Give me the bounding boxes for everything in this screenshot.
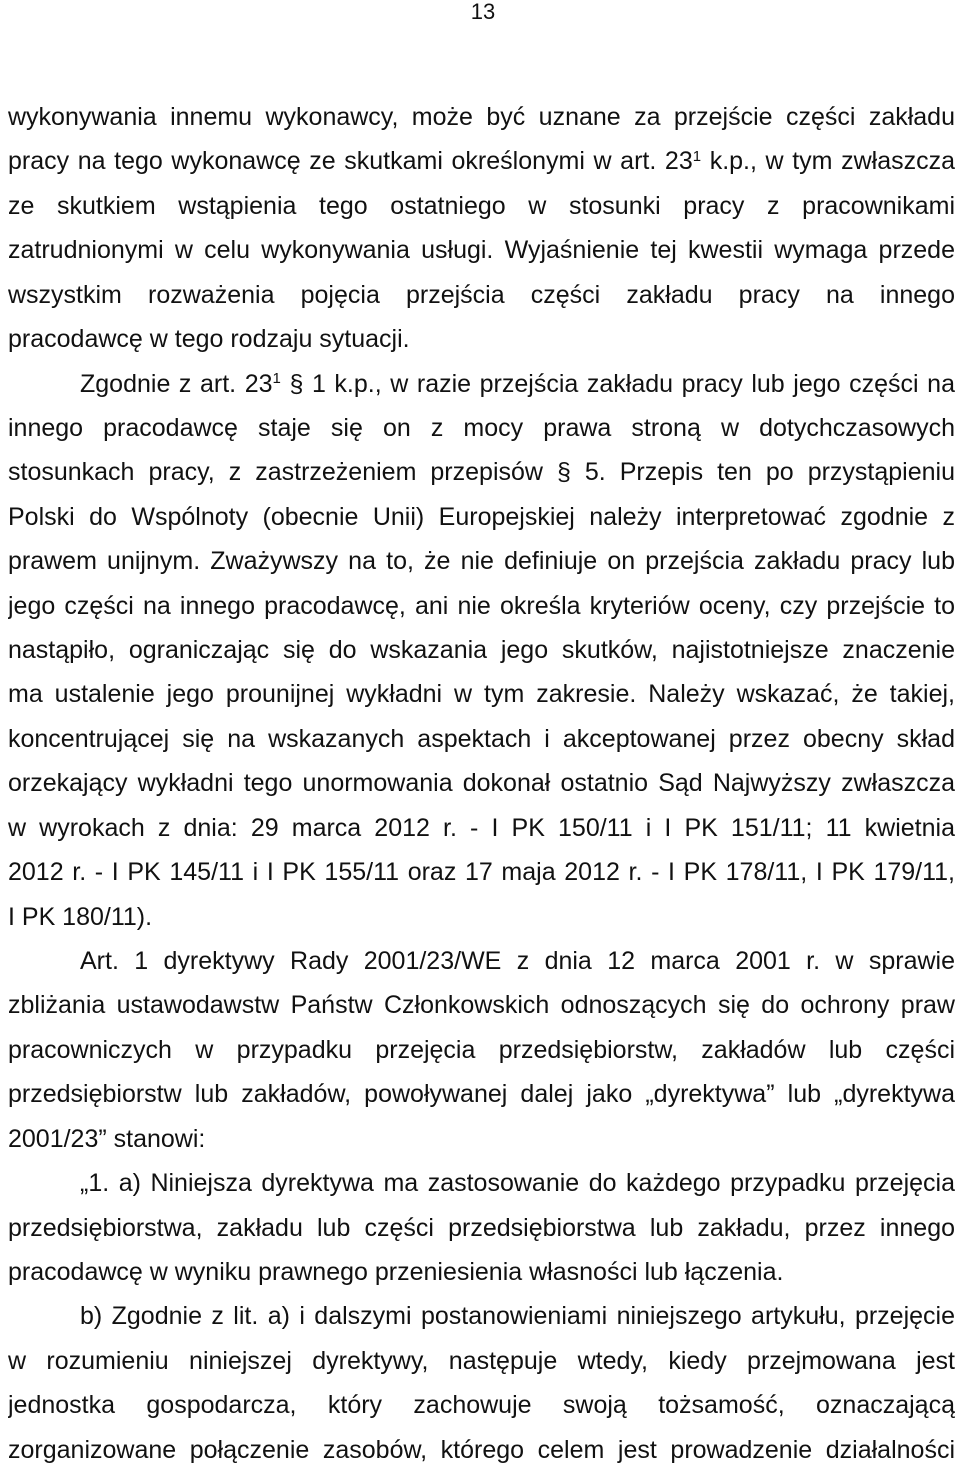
text-line: 2012 r. - I PK 145/11 i I PK 155/11 oraz 17 maja 2012 r. - I PK 178/11, I PK 179/11,	[8, 858, 955, 887]
text-line: stosunkach pracy, z zastrzeżeniem przepisów § 5. Przepis ten po przystąpieniu	[8, 458, 955, 487]
text-line: w rozumieniu niniejszej dyrektywy, następuje wtedy, kiedy przejmowana jest	[8, 1346, 955, 1375]
text-line	[8, 146, 955, 176]
text-segment: k.p., w tym zwłaszcza	[701, 147, 955, 176]
text-line: ze skutkiem wstąpienia tego ostatniego w stosunki pracy z pracownikami	[8, 191, 955, 220]
text-line: ma ustalenie jego prounijnej wykładni w tym zakresie. Należy wskazać, że takiej,	[8, 680, 955, 709]
text-line: prawem unijnym. Zważywszy na to, że nie definiuje on przejścia zakładu pracy lub	[8, 547, 955, 576]
superscript: 1	[272, 370, 281, 388]
text-segment: § 1 k.p., w razie przejścia zakładu pracy lub jego części na	[280, 369, 955, 398]
text-line: jego części na innego pracodawcę, ani nie określa kryteriów oceny, czy przejście to	[8, 591, 955, 620]
text-line: innego pracodawcę staje się on z mocy prawa stroną w dotychczasowych	[8, 413, 955, 442]
text-line: w wyrokach z dnia: 29 marca 2012 r. - I PK 150/11 i I PK 151/11; 11 kwietnia	[8, 813, 955, 842]
superscript: 1	[692, 148, 702, 166]
text-line: nastąpiło, ograniczając się do wskazania jego skutków, najistotniejsze znaczenie	[8, 636, 955, 665]
text-line: zatrudnionymi w celu wykonywania usługi. Wyjaśnienie tej kwestii wymaga przede	[8, 236, 955, 265]
text-segment: Zgodnie z art. 23	[80, 369, 273, 398]
text-line: koncentrującej się na wskazanych aspektach i akceptowanej przez obecny skład	[8, 724, 955, 753]
text-line: 2001/23” stanowi:	[8, 1124, 206, 1153]
text-line: b) Zgodnie z lit. a) i dalszymi postanowieniami niniejszego artykułu, przejęcie	[80, 1302, 955, 1331]
text-line: wykonywania innemu wykonawcy, może być uznane za przejście części zakładu	[8, 103, 955, 131]
text-line: zbliżania ustawodawstw Państw Członkowskich odnoszących się do ochrony praw	[8, 991, 955, 1020]
text-line: wszystkim rozważenia pojęcia przejścia części zakładu pracy na innego	[8, 280, 955, 309]
text-line: pracodawcę w wyniku prawnego przeniesienia własności lub łączenia.	[8, 1257, 784, 1286]
text-line: „1. a) Niniejsza dyrektywa ma zastosowanie do każdego przypadku przejęcia	[80, 1169, 955, 1198]
text-line: pracowniczych w przypadku przejęcia przedsiębiorstw, zakładów lub części	[8, 1035, 955, 1064]
text-line: I PK 180/11).	[8, 902, 153, 931]
text-line: przedsiębiorstw lub zakładów, powoływanej dalej jako „dyrektywa” lub „dyrektywa	[8, 1080, 955, 1109]
text-line: Polski do Wspólnoty (obecnie Unii) Europejskiej należy interpretować zgodnie z	[8, 502, 955, 531]
text-line: pracodawcę w tego rodzaju sytuacji.	[8, 325, 410, 354]
text-segment: pracy na tego wykonawcę ze skutkami określonymi w art. 23	[8, 147, 693, 176]
text-line: jednostka gospodarcza, który zachowuje swoją tożsamość, oznaczającą	[8, 1391, 955, 1420]
text-line	[8, 369, 955, 399]
text-line: orzekający wykładni tego unormowania dokonał ostatnio Sąd Najwyższy zwłaszcza	[8, 769, 955, 798]
text-line: Art. 1 dyrektywy Rady 2001/23/WE z dnia 12 marca 2001 r. w sprawie	[80, 947, 955, 976]
document-body	[8, 102, 955, 1465]
text-line: przedsiębiorstwa, zakładu lub części przedsiębiorstwa lub zakładu, przez innego	[8, 1213, 955, 1242]
page-number: 13	[470, 0, 496, 24]
text-line: zorganizowane połączenie zasobów, którego celem jest prowadzenie działalności	[8, 1435, 955, 1464]
